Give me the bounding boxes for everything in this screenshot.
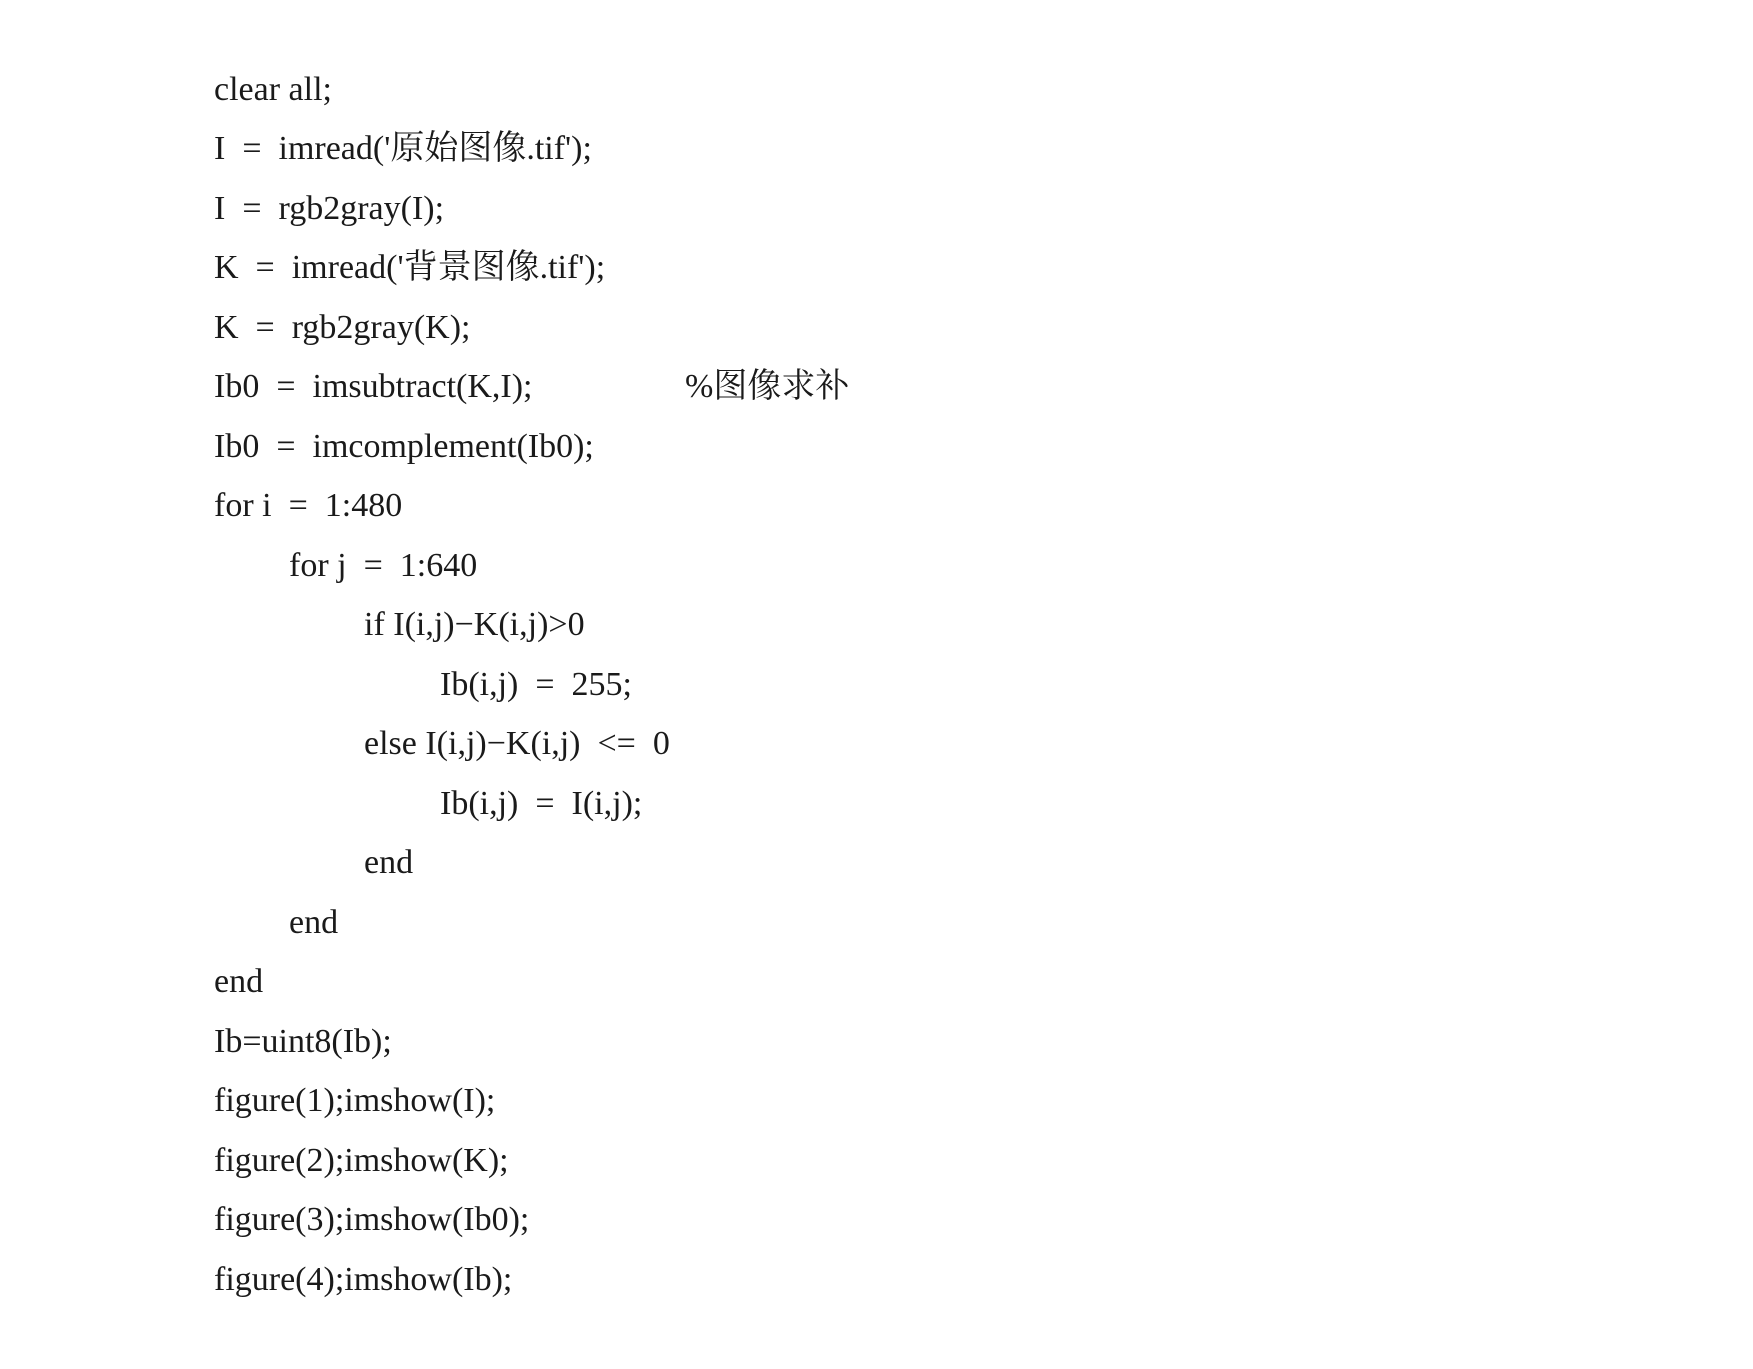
code-line-4 <box>180 179 1680 286</box>
code-line-3 <box>180 119 1680 227</box>
code-line-text: Ib0 = imcomplement(Ib0); <box>214 427 594 465</box>
code-line-10 <box>180 536 1680 643</box>
code-line-text: Ib(i,j) = 255; <box>440 665 632 703</box>
code-line-text: else I(i,j)−K(i,j) <= 0 <box>364 725 670 762</box>
code-line-text: K = imread('背景图像.tif'); <box>214 249 606 286</box>
code-line-text: I = imread('原始图像.tif'); <box>214 130 592 167</box>
code-line-text: figure(1);imshow(I); <box>214 1082 496 1119</box>
code-line-text: figure(4);imshow(Ib); <box>214 1260 513 1298</box>
code-line-text: for j = 1:640 <box>289 546 478 584</box>
code-line-text: Ib=uint8(Ib); <box>214 1022 392 1060</box>
code-line-text: Ib(i,j) = I(i,j); <box>440 784 643 822</box>
code-line-19 <box>180 1071 1680 1179</box>
code-line-text: clear all; <box>214 70 332 108</box>
code-line-9 <box>180 476 1680 584</box>
code-line-14 <box>180 774 1680 881</box>
code-line-text: end <box>364 844 414 881</box>
code-line-13 <box>180 714 1680 822</box>
code-line-text: end <box>289 903 339 941</box>
code-line-text: end <box>214 963 264 1000</box>
code-line-21 <box>180 1190 1680 1298</box>
code-line-20 <box>180 1131 1680 1238</box>
code-line-18 <box>180 1012 1680 1119</box>
code-line-text: Ib0 = imsubtract(K,I); <box>214 368 533 405</box>
code-line-5 <box>180 238 1680 346</box>
code-listing <box>180 0 1680 1298</box>
code-line-text: K = rgb2gray(K); <box>214 308 471 346</box>
code-line-text: I = rgb2gray(I); <box>214 189 445 227</box>
code-line-15 <box>180 833 1680 941</box>
code-line-1 <box>180 0 1680 108</box>
code-line-12 <box>180 655 1680 762</box>
code-line-text: figure(2);imshow(K); <box>214 1141 509 1179</box>
code-line-11 <box>180 595 1680 703</box>
code-comment: %图像求补 <box>685 368 850 405</box>
code-line-2 <box>180 60 1680 167</box>
code-line-17 <box>180 952 1680 1060</box>
code-line-text: if I(i,j)−K(i,j)>0 <box>364 606 585 643</box>
code-line-text: for i = 1:480 <box>214 487 403 524</box>
code-line-8 <box>180 417 1680 524</box>
code-line-7 <box>180 357 1680 465</box>
code-line-text: figure(3);imshow(Ib0); <box>214 1201 530 1238</box>
code-line-16 <box>180 893 1680 1000</box>
